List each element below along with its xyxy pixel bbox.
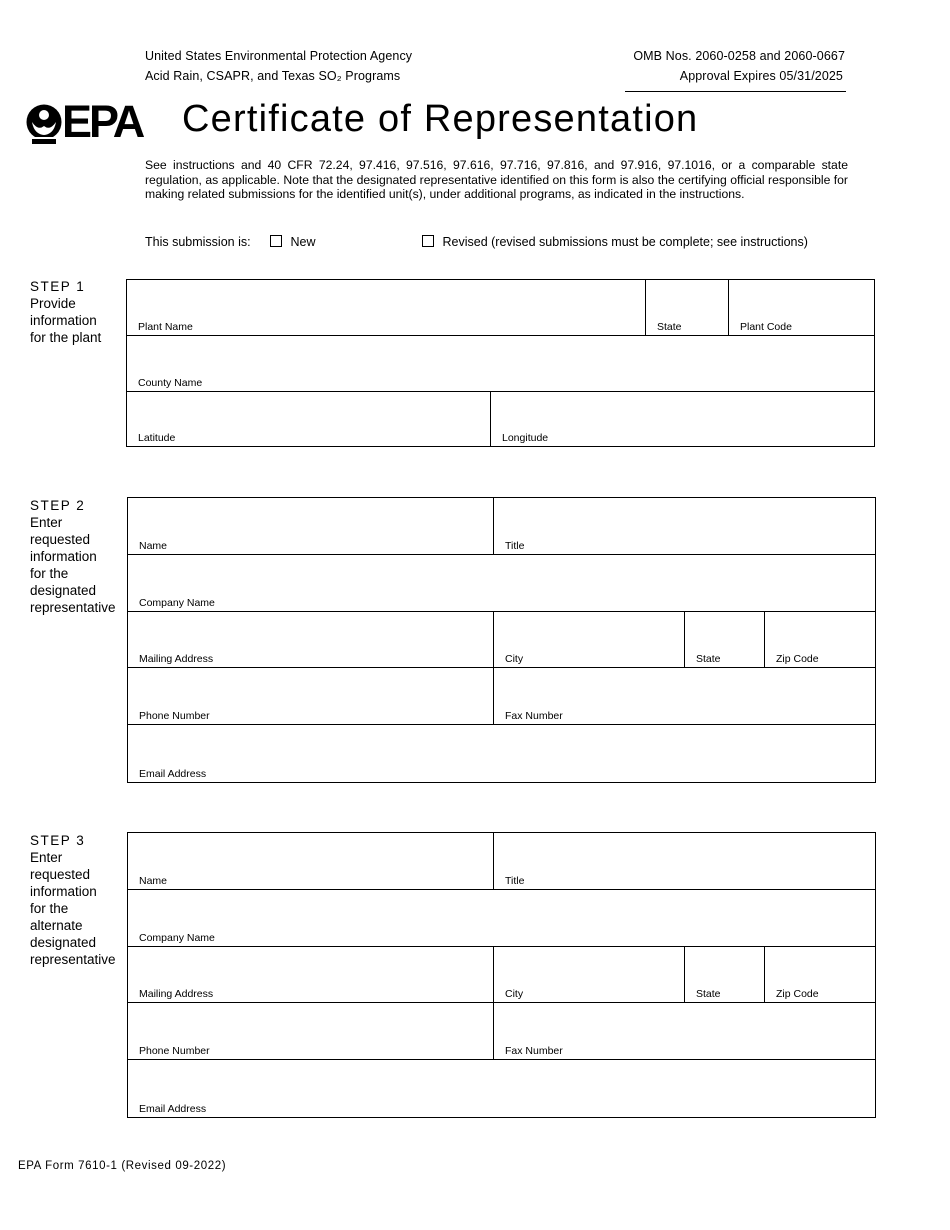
- adr-email-label: Email Address: [139, 1103, 207, 1115]
- adr-name-label: Name: [139, 875, 168, 887]
- plant-name-label: Plant Name: [138, 321, 193, 333]
- dr-company-field[interactable]: [128, 555, 875, 612]
- step3-heading: [30, 832, 116, 968]
- epa-logo-text: EPA: [62, 96, 143, 147]
- adr-state-label: State: [696, 988, 721, 1000]
- step3-alt-rep-grid: [127, 832, 876, 1118]
- omb-numbers: OMB Nos. 2060-0258 and 2060-0667: [633, 49, 845, 63]
- step1-line: information: [30, 313, 97, 328]
- adr-company-field[interactable]: [128, 890, 875, 947]
- agency-name: United States Environmental Protection Agency: [145, 49, 413, 63]
- programs-line: Acid Rain, CSAPR, and Texas SO₂ Programs: [145, 69, 401, 83]
- adr-name-field[interactable]: [128, 833, 494, 890]
- plant-state-field[interactable]: [646, 280, 729, 336]
- plant-state-label: State: [657, 321, 682, 333]
- step2-line: information: [30, 549, 97, 564]
- plant-name-field[interactable]: [127, 280, 646, 336]
- dr-state-field[interactable]: [685, 612, 765, 668]
- adr-zip-label: Zip Code: [776, 988, 819, 1000]
- step3-line: for the: [30, 901, 69, 916]
- new-label: New: [290, 235, 316, 249]
- step3-line: requested: [30, 867, 91, 882]
- new-checkbox[interactable]: [270, 235, 282, 247]
- page-title: Certificate of Representation: [182, 98, 699, 140]
- adr-company-label: Company Name: [139, 932, 215, 944]
- dr-mailing-label: Mailing Address: [139, 653, 214, 665]
- dr-state-label: State: [696, 653, 721, 665]
- submission-label: This submission is:: [145, 235, 251, 249]
- step3-number: STEP 3: [30, 833, 86, 848]
- adr-state-field[interactable]: [685, 947, 765, 1003]
- latitude-field[interactable]: [127, 392, 491, 446]
- step1-line: Provide: [30, 296, 76, 311]
- adr-phone-label: Phone Number: [139, 1045, 210, 1057]
- dr-fax-label: Fax Number: [505, 710, 563, 722]
- step1-plant-grid: [126, 279, 875, 447]
- adr-title-label: Title: [505, 875, 525, 887]
- dr-mailing-field[interactable]: [128, 612, 494, 668]
- revised-option: [422, 235, 808, 249]
- revised-checkbox[interactable]: [422, 235, 434, 247]
- step2-line: representative: [30, 600, 116, 615]
- county-name-field[interactable]: [127, 336, 874, 392]
- revised-label: Revised (revised submissions must be complete; see instructions): [442, 235, 808, 249]
- step2-line: Enter: [30, 515, 63, 530]
- dr-zip-field[interactable]: [765, 612, 875, 668]
- epa-flower-icon: [26, 102, 62, 144]
- dr-zip-label: Zip Code: [776, 653, 819, 665]
- step2-line: for the: [30, 566, 69, 581]
- adr-city-field[interactable]: [494, 947, 685, 1003]
- step3-line: Enter: [30, 850, 63, 865]
- step2-line: requested: [30, 532, 91, 547]
- adr-fax-label: Fax Number: [505, 1045, 563, 1057]
- adr-city-label: City: [505, 988, 524, 1000]
- step3-line: designated: [30, 935, 97, 950]
- step2-heading: [30, 497, 116, 616]
- adr-email-field[interactable]: [128, 1060, 875, 1117]
- adr-mailing-field[interactable]: [128, 947, 494, 1003]
- adr-mailing-label: Mailing Address: [139, 988, 214, 1000]
- plant-code-field[interactable]: [729, 280, 874, 336]
- adr-phone-field[interactable]: [128, 1003, 494, 1060]
- new-option: [270, 235, 316, 249]
- dr-phone-field[interactable]: [128, 668, 494, 725]
- latitude-label: Latitude: [138, 432, 176, 444]
- step3-line: representative: [30, 952, 116, 967]
- step2-number: STEP 2: [30, 498, 86, 513]
- dr-email-label: Email Address: [139, 768, 207, 780]
- dr-company-label: Company Name: [139, 597, 215, 609]
- header-rule: [625, 91, 846, 92]
- adr-fax-field[interactable]: [494, 1003, 875, 1060]
- step3-line: information: [30, 884, 97, 899]
- approval-expires: Approval Expires 05/31/2025: [679, 69, 843, 83]
- dr-city-field[interactable]: [494, 612, 685, 668]
- form-number: EPA Form 7610-1 (Revised 09-2022): [18, 1160, 227, 1172]
- step1-heading: [30, 278, 101, 346]
- longitude-field[interactable]: [491, 392, 874, 446]
- dr-title-label: Title: [505, 540, 525, 552]
- dr-email-field[interactable]: [128, 725, 875, 782]
- adr-zip-field[interactable]: [765, 947, 875, 1003]
- step2-rep-grid: [127, 497, 876, 783]
- instructions-paragraph: See instructions and 40 CFR 72.24, 97.416, 97.516, 97.616, 97.716, 97.816, and 97.916, 97.1016, or a comparable state regulation, as applicable. Note that the designated representative identified on this form is also the certifying official responsible for making related submissions for the identified unit(s), under additional programs, as indicated in the instructions.: [145, 158, 848, 201]
- step1-number: STEP 1: [30, 279, 86, 294]
- dr-name-field[interactable]: [128, 498, 494, 555]
- dr-city-label: City: [505, 653, 524, 665]
- adr-title-field[interactable]: [494, 833, 875, 890]
- county-name-label: County Name: [138, 377, 203, 389]
- dr-name-label: Name: [139, 540, 168, 552]
- step3-line: alternate: [30, 918, 83, 933]
- step2-line: designated: [30, 583, 97, 598]
- step1-line: for the plant: [30, 330, 102, 345]
- dr-title-field[interactable]: [494, 498, 875, 555]
- longitude-label: Longitude: [502, 432, 549, 444]
- plant-code-label: Plant Code: [740, 321, 792, 333]
- dr-phone-label: Phone Number: [139, 710, 210, 722]
- dr-fax-field[interactable]: [494, 668, 875, 725]
- epa-logo: [26, 102, 62, 144]
